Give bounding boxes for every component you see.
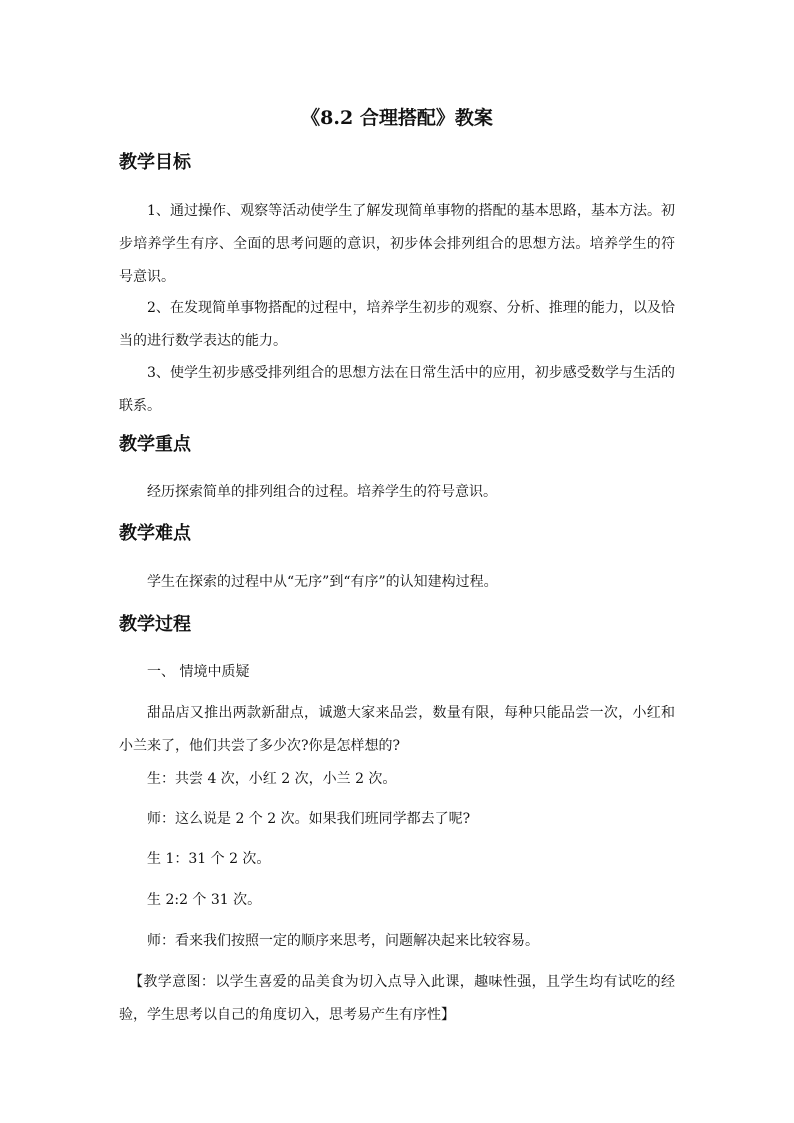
key-points-text: 经历探索简单的排列组合的过程。培养学生的符号意识。 [147,484,497,500]
document-title: 《8.2 合理搭配》教案 [301,107,493,129]
heading-teaching-process: 教学过程 [119,614,191,635]
process-subheading: 一、 情境中质疑 [147,664,250,680]
process-paragraph-4: 生 1：31 个 2 次。 [147,851,271,867]
heading-key-points: 教学重点 [119,434,191,455]
heading-teaching-goals: 教学目标 [119,152,191,173]
process-paragraph-5: 生 2:2 个 31 次。 [147,892,262,908]
heading-difficulties: 教学难点 [119,523,191,544]
goal-item-2: 2、在发现简单事物搭配的过程中，培养学生初步的观察、分析、推理的能力，以及恰当的进行数学表达的能力。 [119,300,675,349]
process-paragraph-6: 师：看来我们按照一定的顺序来思考，问题解决起来比较容易。 [147,933,539,949]
goal-item-1: 1、通过操作、观察等活动使学生了解发现简单事物的搭配的基本思路，基本方法。初步培养学生有序、全面的思考问题的意识，初步体会排列组合的思想方法。培养学生的符号意识。 [119,203,675,285]
teaching-intent-note: 【教学意图：以学生喜爱的品美食为切入点导入此课，趣味性强，且学生均有试吃的经验，学生思考以自己的角度切入，思考易产生有序性】 [119,974,675,1023]
difficulties-text: 学生在探索的过程中从“无序”到“有序”的认知建构过程。 [147,574,498,590]
process-paragraph-1: 甜品店又推出两款新甜点，诚邀大家来品尝，数量有限，每种只能品尝一次，小红和小兰来了，他们共尝了多少次?你是怎样想的? [119,705,675,754]
process-paragraph-3: 师：这么说是 2 个 2 次。如果我们班同学都去了呢? [147,811,471,827]
process-paragraph-2: 生：共尝 4 次，小红 2 次，小兰 2 次。 [147,771,397,787]
goal-item-3: 3、使学生初步感受排列组合的思想方法在日常生活中的应用，初步感受数学与生活的联系。 [119,365,675,414]
